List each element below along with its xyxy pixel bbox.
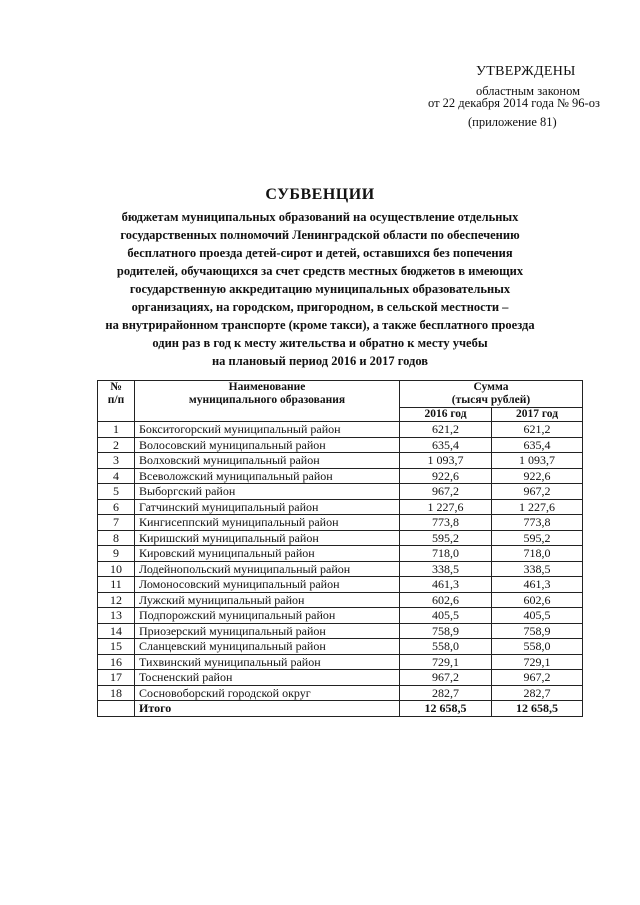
table-row bbox=[98, 515, 583, 531]
row-value-2017: 1 227,6 bbox=[492, 499, 583, 515]
row-number: 17 bbox=[98, 670, 135, 686]
heading-line: бесплатного проезда детей-сирот и детей, оставшихся без попечения bbox=[127, 246, 513, 260]
row-value-2017: 1 093,7 bbox=[492, 453, 583, 469]
heading-line: на плановый период 2016 и 2017 годов bbox=[211, 354, 429, 368]
row-number: 2 bbox=[98, 437, 135, 453]
row-municipality: Всеволожский муниципальный район bbox=[135, 468, 400, 484]
total-label: Итого bbox=[135, 701, 400, 717]
total-number-cell bbox=[98, 701, 135, 717]
row-number: 3 bbox=[98, 453, 135, 469]
row-municipality: Подпорожский муниципальный район bbox=[135, 608, 400, 624]
table-row bbox=[98, 546, 583, 562]
approval-law: областным законом bbox=[476, 84, 581, 98]
table-row bbox=[98, 530, 583, 546]
document-title: СУБВЕНЦИИ bbox=[265, 186, 375, 203]
row-number: 11 bbox=[98, 577, 135, 593]
row-number: 14 bbox=[98, 623, 135, 639]
row-number: 5 bbox=[98, 484, 135, 500]
row-value-2017: 635,4 bbox=[492, 437, 583, 453]
row-value-2016: 558,0 bbox=[400, 639, 492, 655]
table-row bbox=[98, 453, 583, 469]
row-municipality: Приозерский муниципальный район bbox=[135, 623, 400, 639]
row-municipality: Волосовский муниципальный район bbox=[135, 437, 400, 453]
row-value-2017: 621,2 bbox=[492, 422, 583, 438]
approval-appendix: (приложение 81) bbox=[468, 115, 557, 129]
row-value-2016: 922,6 bbox=[400, 468, 492, 484]
row-value-2017: 282,7 bbox=[492, 685, 583, 701]
row-value-2016: 967,2 bbox=[400, 670, 492, 686]
row-value-2017: 967,2 bbox=[492, 484, 583, 500]
table-row bbox=[98, 670, 583, 686]
heading-line: родителей, обучающихся за счет средств местных бюджетов в имеющих bbox=[116, 264, 524, 278]
row-value-2017: 461,3 bbox=[492, 577, 583, 593]
heading-line: один раз в год к месту жительства и обратно к месту учебы bbox=[152, 336, 488, 350]
row-number: 7 bbox=[98, 515, 135, 531]
row-value-2017: 338,5 bbox=[492, 561, 583, 577]
row-number: 9 bbox=[98, 546, 135, 562]
row-number: 16 bbox=[98, 654, 135, 670]
table-row bbox=[98, 623, 583, 639]
row-value-2017: 595,2 bbox=[492, 530, 583, 546]
row-value-2016: 621,2 bbox=[400, 422, 492, 438]
table-header-row bbox=[98, 381, 583, 408]
row-number: 1 bbox=[98, 422, 135, 438]
header-sum bbox=[400, 381, 583, 408]
row-municipality: Лодейнопольский муниципальный район bbox=[135, 561, 400, 577]
row-municipality: Ломоносовский муниципальный район bbox=[135, 577, 400, 593]
row-value-2017: 967,2 bbox=[492, 670, 583, 686]
document-heading bbox=[60, 186, 580, 370]
row-number: 13 bbox=[98, 608, 135, 624]
table-row bbox=[98, 639, 583, 655]
row-value-2016: 967,2 bbox=[400, 484, 492, 500]
row-value-2017: 405,5 bbox=[492, 608, 583, 624]
approval-date: от 22 декабря 2014 года № 96-оз bbox=[428, 96, 600, 110]
row-value-2017: 718,0 bbox=[492, 546, 583, 562]
row-municipality: Сосновоборский городской округ bbox=[135, 685, 400, 701]
row-number: 10 bbox=[98, 561, 135, 577]
row-municipality: Кировский муниципальный район bbox=[135, 546, 400, 562]
row-number: 6 bbox=[98, 499, 135, 515]
header-name-line1: Наименование bbox=[228, 381, 306, 393]
heading-line: бюджетам муниципальных образований на осуществление отдельных bbox=[121, 210, 519, 224]
header-sum-line1: Сумма bbox=[473, 381, 509, 393]
row-municipality: Гатчинский муниципальный район bbox=[135, 499, 400, 515]
row-municipality: Лужский муниципальный район bbox=[135, 592, 400, 608]
row-value-2016: 461,3 bbox=[400, 577, 492, 593]
row-value-2016: 729,1 bbox=[400, 654, 492, 670]
row-value-2016: 602,6 bbox=[400, 592, 492, 608]
row-value-2017: 773,8 bbox=[492, 515, 583, 531]
row-municipality: Бокситогорский муниципальный район bbox=[135, 422, 400, 438]
row-value-2017: 602,6 bbox=[492, 592, 583, 608]
row-value-2017: 758,9 bbox=[492, 623, 583, 639]
row-number: 18 bbox=[98, 685, 135, 701]
table-row bbox=[98, 654, 583, 670]
row-value-2016: 405,5 bbox=[400, 608, 492, 624]
heading-line: государственных полномочий Ленинградской области по обеспечению bbox=[120, 228, 520, 242]
header-name-line2: муниципального образования bbox=[188, 394, 346, 406]
row-municipality: Тосненский район bbox=[135, 670, 400, 686]
row-number: 4 bbox=[98, 468, 135, 484]
row-value-2016: 758,9 bbox=[400, 623, 492, 639]
header-year-2017: 2017 год bbox=[492, 408, 583, 422]
row-value-2016: 338,5 bbox=[400, 561, 492, 577]
approval-title: УТВЕРЖДЕНЫ bbox=[476, 64, 576, 79]
table-row bbox=[98, 577, 583, 593]
row-municipality: Сланцевский муниципальный район bbox=[135, 639, 400, 655]
row-value-2016: 718,0 bbox=[400, 546, 492, 562]
row-value-2016: 282,7 bbox=[400, 685, 492, 701]
row-value-2017: 729,1 bbox=[492, 654, 583, 670]
row-municipality: Тихвинский муниципальный район bbox=[135, 654, 400, 670]
row-value-2016: 1 227,6 bbox=[400, 499, 492, 515]
table-row bbox=[98, 685, 583, 701]
table-row bbox=[98, 468, 583, 484]
row-municipality: Кингисеппский муниципальный район bbox=[135, 515, 400, 531]
header-number bbox=[98, 381, 135, 422]
table-row bbox=[98, 437, 583, 453]
row-municipality: Выборгский район bbox=[135, 484, 400, 500]
row-number: 8 bbox=[98, 530, 135, 546]
table-row bbox=[98, 561, 583, 577]
heading-line: государственную аккредитацию муниципальных образовательных bbox=[129, 282, 511, 296]
total-row bbox=[98, 701, 583, 717]
row-value-2016: 635,4 bbox=[400, 437, 492, 453]
header-name bbox=[135, 381, 400, 422]
header-sum-unit: (тысяч рублей) bbox=[451, 394, 531, 406]
row-value-2016: 1 093,7 bbox=[400, 453, 492, 469]
header-number-abbr: п/п bbox=[107, 394, 125, 406]
row-municipality: Киришский муниципальный район bbox=[135, 530, 400, 546]
row-value-2017: 558,0 bbox=[492, 639, 583, 655]
heading-line: на внутрирайонном транспорте (кроме такси), а также бесплатного проезда bbox=[105, 318, 535, 332]
header-number-symbol: № bbox=[110, 381, 122, 393]
total-2016: 12 658,5 bbox=[400, 701, 492, 717]
table-row bbox=[98, 484, 583, 500]
subventions-table bbox=[97, 380, 583, 717]
row-municipality: Волховский муниципальный район bbox=[135, 453, 400, 469]
total-2017: 12 658,5 bbox=[492, 701, 583, 717]
row-number: 12 bbox=[98, 592, 135, 608]
table-row bbox=[98, 422, 583, 438]
header-year-2016: 2016 год bbox=[400, 408, 492, 422]
row-value-2016: 773,8 bbox=[400, 515, 492, 531]
row-value-2017: 922,6 bbox=[492, 468, 583, 484]
table-row bbox=[98, 499, 583, 515]
table-row bbox=[98, 592, 583, 608]
row-value-2016: 595,2 bbox=[400, 530, 492, 546]
row-number: 15 bbox=[98, 639, 135, 655]
heading-line: организациях, на городском, пригородном, в сельской местности – bbox=[131, 300, 509, 314]
table-row bbox=[98, 608, 583, 624]
